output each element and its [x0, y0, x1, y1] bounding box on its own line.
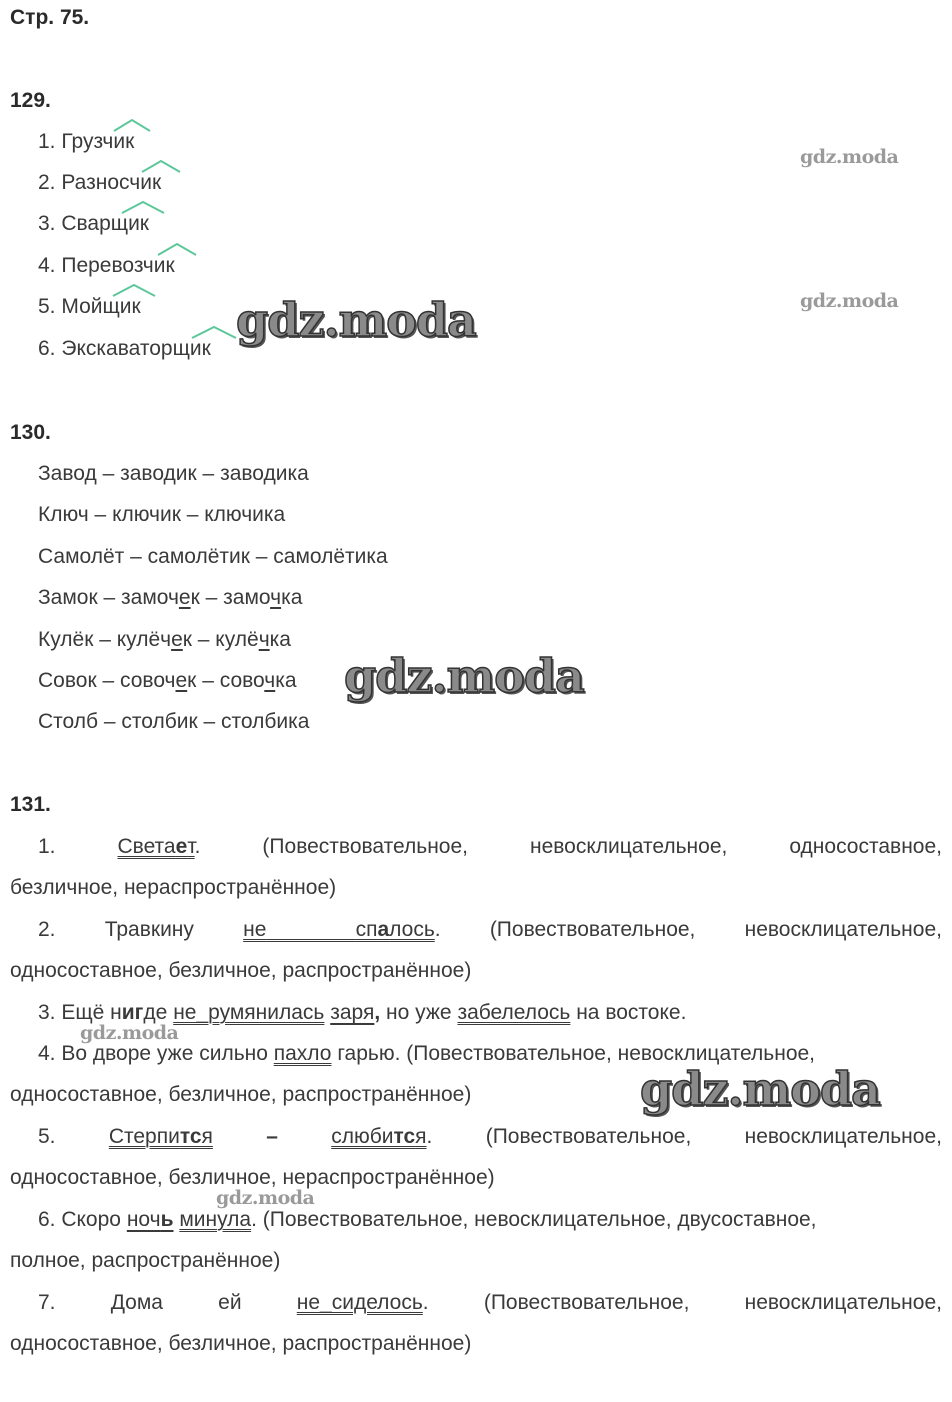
suffix: чик — [129, 171, 162, 194]
subject: ночь — [126, 1208, 174, 1231]
consonant-mark: ч — [258, 628, 270, 651]
watermark-logo: gdz.moda — [236, 293, 476, 347]
suffix-arc-icon — [112, 117, 152, 133]
suffix: щик — [172, 337, 211, 360]
ex131-sentence-2: 2. Травкину не спалось. (Повествовательное, невосклицательное, — [38, 918, 942, 941]
ex131-sentence-3: 3. Ещё нигде не_румянилась заря, но уже забелелось на востоке. — [38, 1001, 687, 1024]
suffix: чик — [102, 130, 135, 153]
ex130-line-6: Совок – совочек – совочка — [38, 669, 297, 692]
consonant-mark: ч — [270, 586, 282, 609]
ex130-line-3: Самолёт – самолётик – самолётика — [38, 545, 388, 568]
ex129-item-6: 6. Экскаваторщик — [38, 337, 211, 360]
ex131-sentence-2-cont: односоставное, безличное, распространённое) — [10, 959, 472, 982]
ex131-sentence-1: 1. Светает. (Повествовательное, невосклицательное, односоставное, — [38, 835, 942, 858]
page-title: Стр. 75. — [10, 6, 90, 29]
exercise-130-number: 130. — [10, 421, 51, 444]
ex130-line-7: Столб – столбик – столбика — [38, 710, 310, 733]
predicate: слюбится — [331, 1125, 427, 1148]
ex130-line-1: Завод – заводик – заводика — [38, 462, 309, 485]
predicate: не_сиделось — [296, 1291, 423, 1314]
watermark-logo: gdz.moda — [344, 649, 584, 703]
predicate: не спалось — [243, 918, 435, 941]
ex130-line-2: Ключ – ключик – ключика — [38, 503, 286, 526]
suffix: щик — [102, 295, 141, 318]
vowel-mark: е — [171, 628, 183, 651]
ex131-sentence-5: 5. Стерпится – слюбится. (Повествовательное, невосклицательное, — [38, 1125, 942, 1148]
consonant-mark: ч — [264, 669, 276, 692]
ex131-sentence-4-cont: односоставное, безличное, распространённое) — [10, 1083, 472, 1106]
predicate: Светает — [117, 835, 195, 858]
suffix-arc-icon — [140, 158, 182, 174]
ex131-sentence-6: 6. Скоро ночь минула. (Повествовательное, невосклицательное, двусоставное, — [38, 1208, 817, 1231]
subject: заря — [330, 1001, 375, 1024]
ex129-item-1: 1. Грузчик — [38, 130, 135, 153]
ex129-item-5: 5. Мойщик — [38, 295, 141, 318]
predicate: не_румянилась — [173, 1001, 325, 1024]
suffix-arc-icon — [190, 324, 238, 340]
ex131-sentence-5-cont: односоставное, безличное, нераспространённое) — [10, 1166, 495, 1189]
ex131-sentence-7: 7. Дома ей не_сиделось. (Повествовательное, невосклицательное, — [38, 1291, 942, 1314]
ex131-sentence-1-cont: безличное, нераспространённое) — [10, 876, 337, 899]
exercise-129-number: 129. — [10, 89, 51, 112]
watermark-logo: gdz.moda — [640, 1062, 880, 1116]
ex129-item-4: 4. Перевозчик — [38, 254, 175, 277]
suffix: чик — [142, 254, 175, 277]
predicate: пахло — [273, 1042, 332, 1065]
watermark-logo: gdz.moda — [216, 1187, 315, 1209]
vowel-mark: е — [175, 669, 188, 692]
watermark-logo: gdz.moda — [800, 290, 899, 312]
ex129-item-2: 2. Разносчик — [38, 171, 162, 194]
suffix-arc-icon — [156, 241, 198, 257]
watermark-logo: gdz.moda — [80, 1022, 179, 1044]
suffix-arc-icon — [120, 199, 166, 215]
ex131-sentence-7-cont: односоставное, безличное, распространённое) — [10, 1332, 472, 1355]
exercise-131-number: 131. — [10, 793, 51, 816]
predicate: минула — [179, 1208, 252, 1231]
subject-verb: Стерпится — [108, 1125, 213, 1148]
ex131-sentence-4: 4. Во дворе уже сильно пахло гарью. (Повествовательное, невосклицательное, — [38, 1042, 816, 1065]
vowel-mark: е — [178, 586, 191, 609]
suffix: щик — [110, 212, 149, 235]
ex130-line-5: Кулёк – кулёчек – кулёчка — [38, 628, 291, 651]
ex131-sentence-6-cont: полное, распространённое) — [10, 1249, 281, 1272]
ex129-item-3: 3. Сварщик — [38, 212, 149, 235]
watermark-logo: gdz.moda — [800, 146, 899, 168]
ex130-line-4: Замок – замочек – замочка — [38, 586, 303, 609]
predicate: забелелось — [457, 1001, 571, 1024]
suffix-arc-icon — [111, 282, 157, 298]
